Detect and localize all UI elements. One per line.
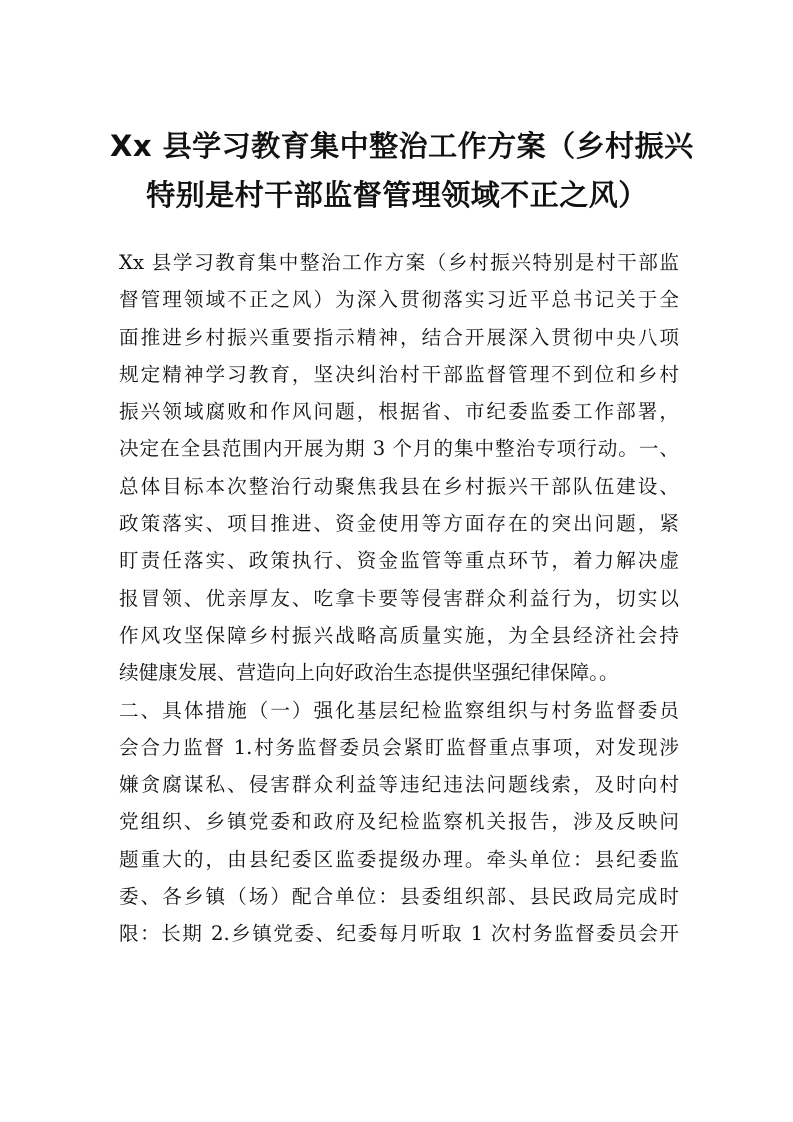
body-line: 盯责任落实、政策执行、资金监管等重点环节，着力解决虚 [119,549,679,573]
body-line: Xx 县学习教育集中整治工作方案（乡村振兴特别是村干部监 [119,251,679,274]
title-line: 特别是村干部监督管理领域不正之风） [146,178,648,212]
body-line: 二、具体措施（一）强化基层纪检监察组织与村务监督委员 [119,698,679,722]
document-body [119,244,679,953]
body-line: 续健康发展、营造向上向好政治生态提供坚强纪律保障。。 [119,661,619,685]
body-line: 题重大的，由县纪委区监委提级办理。牵头单位：县纪委监 [119,847,679,871]
body-line: 规定精神学习教育，坚决纠治村干部监督管理不到位和乡村 [119,362,679,386]
body-line: 嫌贪腐谋私、侵害群众利益等违纪违法问题线索，及时向村 [119,773,679,797]
document-title [110,122,694,220]
body-line: 会合力监督 1.村务监督委员会紧盯监督重点事项，对发现涉 [119,735,679,759]
body-line: 督管理领域不正之风）为深入贯彻落实习近平总书记关于全 [119,288,679,312]
body-line: 面推进乡村振兴重要指示精神，结合开展深入贯彻中央八项 [119,325,679,349]
body-line: 作风攻坚保障乡村振兴战略高质量实施，为全县经济社会持 [119,623,679,647]
body-line: 委、各乡镇（场）配合单位：县委组织部、县民政局完成时 [119,885,679,909]
body-line: 政策落实、项目推进、资金使用等方面存在的突出问题，紧 [119,512,679,536]
body-line: 总体目标本次整治行动聚焦我县在乡村振兴干部队伍建设、 [119,474,679,498]
title-line: Xx 县学习教育集中整治工作方案（乡村振兴 [110,129,694,163]
body-line: 振兴领域腐败和作风问题，根据省、市纪委监委工作部署， [119,400,679,424]
body-line: 限：长期 2.乡镇党委、纪委每月听取 1 次村务监督委员会开 [119,922,679,946]
body-line: 决定在全县范围内开展为期 3 个月的集中整治专项行动。一、 [119,437,679,461]
body-line: 党组织、乡镇党委和政府及纪检监察机关报告，涉及反映问 [119,810,679,834]
body-line: 报冒领、优亲厚友、吃拿卡要等侵害群众利益行为，切实以 [119,586,679,610]
